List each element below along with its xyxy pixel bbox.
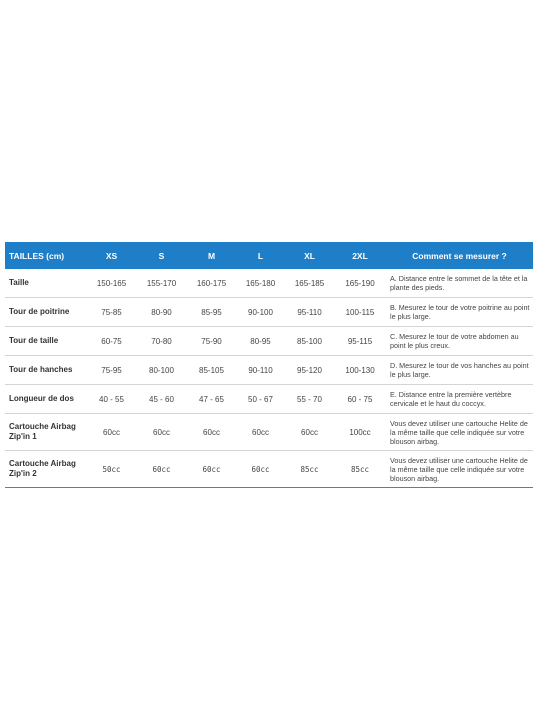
cell-2xl: 60 - 75	[334, 385, 386, 414]
cell-xs: 60-75	[87, 327, 136, 356]
row-description: C. Mesurez le tour de votre abdomen au point le plus creux.	[386, 327, 533, 356]
row-description: D. Mesurez le tour de vos hanches au point le plus large.	[386, 356, 533, 385]
cell-l: 80-95	[236, 327, 285, 356]
table-row	[5, 298, 533, 327]
cell-xs: 60cc	[87, 414, 136, 451]
header-xs: XS	[87, 242, 136, 269]
cell-xs: 40 - 55	[87, 385, 136, 414]
cell-m: 47 - 65	[187, 385, 236, 414]
row-description: A. Distance entre le sommet de la tête et la plante des pieds.	[386, 269, 533, 298]
table-header-row	[5, 242, 533, 269]
header-m: M	[187, 242, 236, 269]
cell-l: 90-100	[236, 298, 285, 327]
table-row	[5, 385, 533, 414]
row-description: E. Distance entre la première vertèbre cervicale et le haut du coccyx.	[386, 385, 533, 414]
cell-m: 60cc	[187, 414, 236, 451]
cell-m: 75-90	[187, 327, 236, 356]
cell-l: 90-110	[236, 356, 285, 385]
cell-xl: 85cc	[285, 451, 334, 488]
cell-s: 155-170	[136, 269, 187, 298]
cell-m: 85-105	[187, 356, 236, 385]
cell-m: 85-95	[187, 298, 236, 327]
cell-2xl: 95-115	[334, 327, 386, 356]
cell-xl: 95-110	[285, 298, 334, 327]
header-2xl: 2XL	[334, 242, 386, 269]
cell-s: 60cc	[136, 451, 187, 488]
table-row	[5, 451, 533, 488]
cell-s: 60cc	[136, 414, 187, 451]
cell-s: 80-90	[136, 298, 187, 327]
cell-l: 165-180	[236, 269, 285, 298]
row-label: Tour de hanches	[5, 356, 87, 385]
row-label: Cartouche Airbag Zip'in 2	[5, 451, 87, 488]
cell-xs: 75-95	[87, 356, 136, 385]
header-l: L	[236, 242, 285, 269]
cell-l: 50 - 67	[236, 385, 285, 414]
row-label: Longueur de dos	[5, 385, 87, 414]
cell-xl: 55 - 70	[285, 385, 334, 414]
cell-2xl: 100cc	[334, 414, 386, 451]
size-chart-table	[5, 242, 533, 488]
cell-l: 60cc	[236, 451, 285, 488]
table-row	[5, 269, 533, 298]
row-label: Taille	[5, 269, 87, 298]
table-row	[5, 414, 533, 451]
header-s: S	[136, 242, 187, 269]
table-row	[5, 327, 533, 356]
header-how-to-measure: Comment se mesurer ?	[386, 242, 533, 269]
cell-xs: 150-165	[87, 269, 136, 298]
header-sizes: TAILLES (cm)	[5, 242, 87, 269]
cell-xl: 95-120	[285, 356, 334, 385]
cell-xs: 75-85	[87, 298, 136, 327]
cell-2xl: 85cc	[334, 451, 386, 488]
row-description: B. Mesurez le tour de votre poitrine au point le plus large.	[386, 298, 533, 327]
row-label: Tour de poitrine	[5, 298, 87, 327]
cell-s: 80-100	[136, 356, 187, 385]
header-xl: XL	[285, 242, 334, 269]
cell-2xl: 100-115	[334, 298, 386, 327]
cell-xl: 60cc	[285, 414, 334, 451]
cell-s: 70-80	[136, 327, 187, 356]
cell-l: 60cc	[236, 414, 285, 451]
cell-2xl: 165-190	[334, 269, 386, 298]
cell-s: 45 - 60	[136, 385, 187, 414]
cell-2xl: 100-130	[334, 356, 386, 385]
table-row	[5, 356, 533, 385]
row-label: Tour de taille	[5, 327, 87, 356]
cell-m: 160-175	[187, 269, 236, 298]
cell-xl: 165-185	[285, 269, 334, 298]
row-description: Vous devez utiliser une cartouche Helite de la même taille que celle indiquée sur votre blouson airbag.	[386, 451, 533, 488]
row-description: Vous devez utiliser une cartouche Helite de la même taille que celle indiquée sur votre blouson airbag.	[386, 414, 533, 451]
row-label: Cartouche Airbag Zip'in 1	[5, 414, 87, 451]
cell-xl: 85-100	[285, 327, 334, 356]
cell-m: 60cc	[187, 451, 236, 488]
cell-xs: 50cc	[87, 451, 136, 488]
